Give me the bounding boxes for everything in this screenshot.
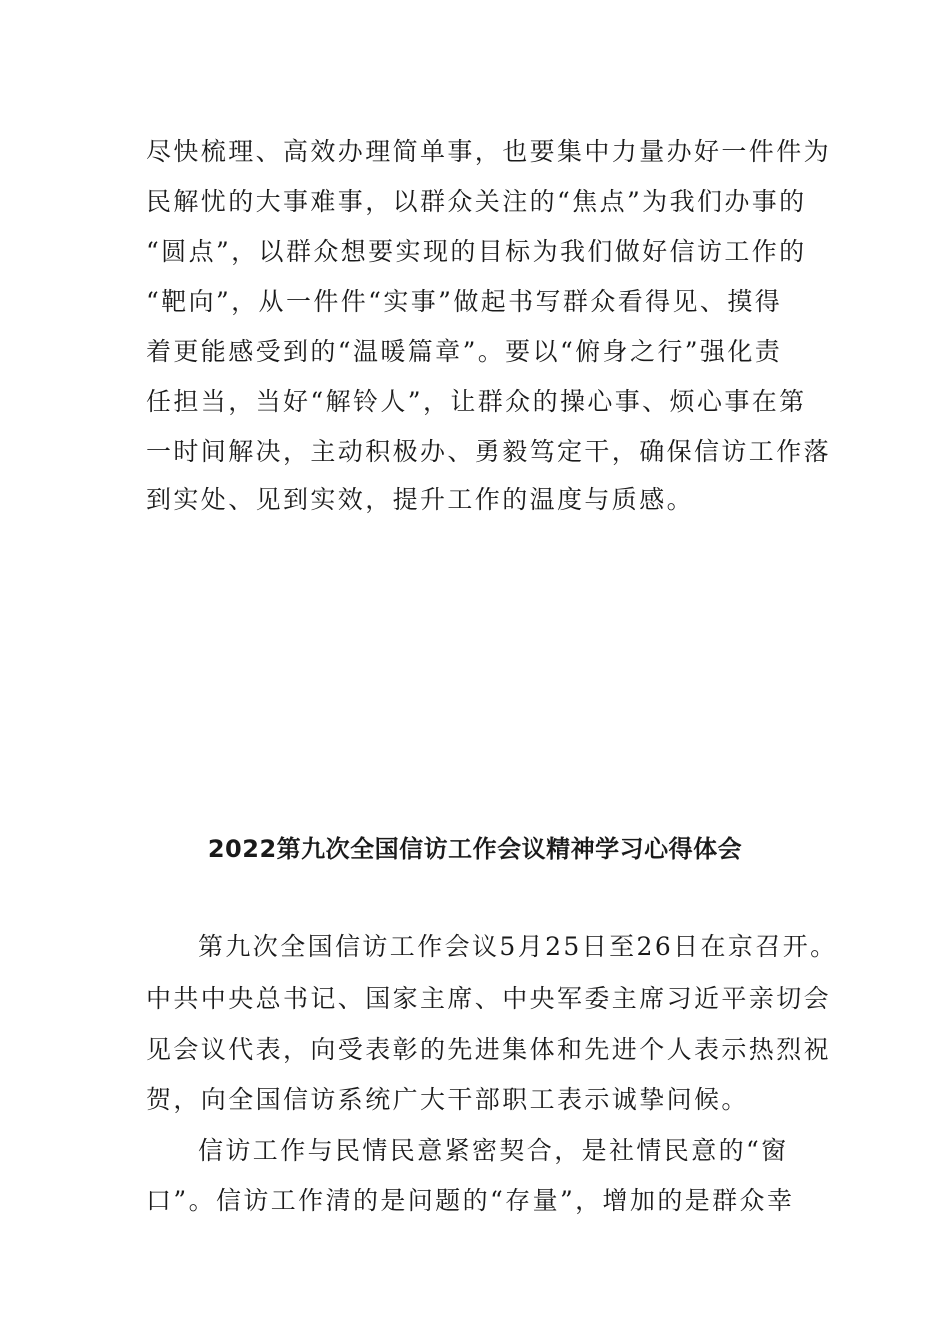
text-line: 着更能感受到的“温暖篇章”。要以“俯身之行”强化责 <box>146 337 783 366</box>
text-line: 民解忧的大事难事，以群众关注的“焦点”为我们办事的 <box>146 187 807 216</box>
text-line: 一时间解决，主动积极办、勇毅笃定干，确保信访工作落 <box>146 437 832 466</box>
text-line: 第九次全国信访工作会议5月25日至26日在京召开。 <box>198 932 838 961</box>
text-line: 贺，向全国信访系统广大干部职工表示诚挚问候。 <box>146 1085 749 1114</box>
text-line: 中共中央总书记、国家主席、中央军委主席习近平亲切会 <box>146 984 832 1013</box>
text-line: 尽快梳理、高效办理简单事，也要集中力量办好一件件为 <box>146 137 832 166</box>
text-line: 信访工作与民情民意紧密契合，是社情民意的“窗 <box>198 1136 789 1165</box>
text-line: 到实处、见到实效，提升工作的温度与质感。 <box>146 485 695 514</box>
article-title: 2022第九次全国信访工作会议精神学习心得体会 <box>207 835 743 863</box>
text-line: 任担当，当好“解铃人”，让群众的操心事、烦心事在第 <box>146 387 807 416</box>
text-line: “圆点”，以群众想要实现的目标为我们做好信访工作的 <box>146 237 807 266</box>
text-line: “靶向”，从一件件“实事”做起书写群众看得见、摸得 <box>146 287 783 316</box>
text-line: 见会议代表，向受表彰的先进集体和先进个人表示热烈祝 <box>146 1035 832 1064</box>
text-line: 口”。信访工作清的是问题的“存量”，增加的是群众幸 <box>146 1186 795 1215</box>
